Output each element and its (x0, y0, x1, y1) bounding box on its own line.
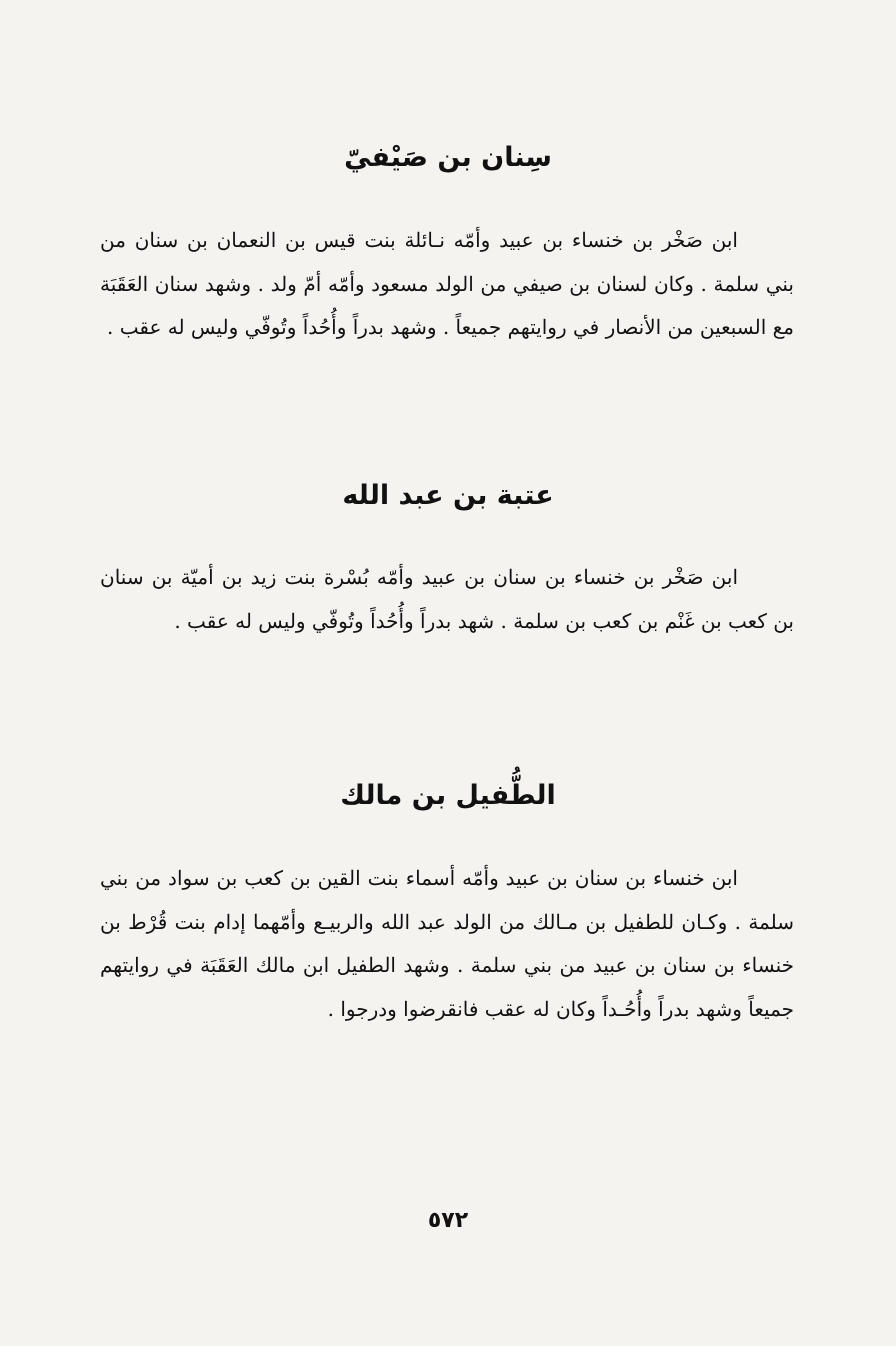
section-body-utba-ibn-abdullah (100, 556, 794, 643)
section-title-sinan-ibn-sayfi: سِنان بن صَيْفيّ (344, 142, 552, 173)
section-body-text: ابن صَخْر بن خنساء بن عبيد وأمّه نـائلة بنت قيس بن النعمان بن سنان من بني سلمة . وكان لسنان بن صيفي من الولد مسعود وأمّه أمّ ولد . وشهد سنان العَقَبَة مع السبعين من الأنصار في روايتهم جميعاً . وشهد بدراً وأُحُداً وتُوفّي وليس له عقب . (100, 228, 794, 339)
section-body-text: ابن صَخْر بن خنساء بن سنان بن عبيد وأمّه بُسْرة بنت زيد بن أميّة بن سنان بن كعب بن غَنْم بن كعب بن سلمة . شهد بدراً وأُحُداً وتُوفّي وليس له عقب . (100, 565, 794, 633)
section-title-tufayl-ibn-malik: الطُّفيل بن مالك (340, 780, 556, 811)
section-body-sinan-ibn-sayfi (100, 219, 794, 350)
section-body-tufayl-ibn-malik (100, 857, 794, 1031)
section-body-text: ابن خنساء بن سنان بن عبيد وأمّه أسماء بنت القين بن كعب بن سواد من بني سلمة . وكـان للطفيل بن مـالك من الولد عبد الله والربيـع وأمّهما إدام بنت قُرْط بن خنساء بن سنان بن عبيد من بني سلمة . وشهد الطفيل ابن مالك العَقَبَة في روايتهم جميعاً وشهد بدراً وأُحُـداً وكان له عقب فانقرضوا ودرجوا . (100, 866, 794, 1021)
page-number: ٥٧٢ (427, 1208, 469, 1233)
section-title-utba-ibn-abdullah: عتبة بن عبد الله (342, 480, 554, 511)
